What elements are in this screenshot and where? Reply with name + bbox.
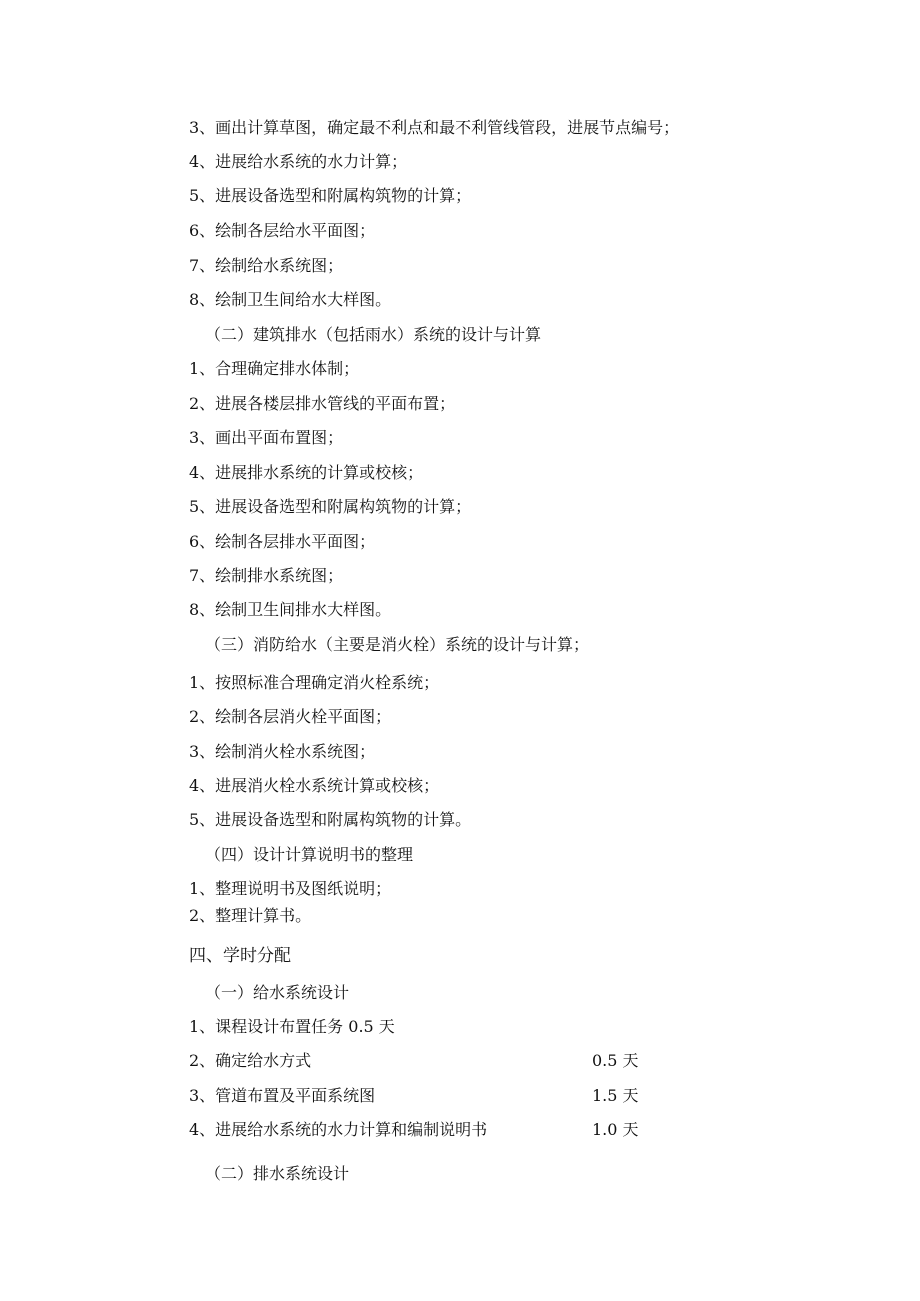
drainage-step-2: 2、进展各楼层排水管线的平面布置； bbox=[189, 394, 456, 413]
water-supply-step-8: 8、绘制卫生间给水大样图。 bbox=[189, 290, 392, 309]
manual-section-title: （四）设计计算说明书的整理 bbox=[205, 845, 414, 864]
fire-section-title: （三）消防给水（主要是消火栓）系统的设计与计算； bbox=[205, 635, 590, 654]
water-supply-step-6: 6、绘制各层给水平面图； bbox=[189, 221, 376, 240]
schedule-days-2: 0.5 天 bbox=[592, 1051, 639, 1070]
schedule-task-4: 4、进展给水系统的水力计算和编制说明书 bbox=[189, 1120, 488, 1139]
schedule-days-3: 1.5 天 bbox=[592, 1086, 639, 1105]
drainage-step-7: 7、绘制排水系统图； bbox=[189, 566, 344, 585]
schedule-task-2: 2、确定给水方式 bbox=[189, 1051, 312, 1070]
drainage-step-6: 6、绘制各层排水平面图； bbox=[189, 532, 376, 551]
fire-step-1: 1、按照标准合理确定消火栓系统； bbox=[189, 673, 440, 692]
supply-design-title: （一）给水系统设计 bbox=[205, 983, 350, 1002]
water-supply-step-4: 4、进展给水系统的水力计算； bbox=[189, 152, 408, 171]
section-four-heading: 四、学时分配 bbox=[189, 946, 291, 966]
water-supply-step-5: 5、进展设备选型和附属构筑物的计算； bbox=[189, 186, 472, 205]
fire-step-4: 4、进展消火栓水系统计算或校核； bbox=[189, 776, 440, 795]
drainage-step-8: 8、绘制卫生间排水大样图。 bbox=[189, 600, 392, 619]
water-supply-step-7: 7、绘制给水系统图； bbox=[189, 256, 344, 275]
manual-step-2: 2、整理计算书。 bbox=[189, 906, 312, 925]
schedule-days-4: 1.0 天 bbox=[592, 1120, 639, 1139]
manual-step-1: 1、整理说明书及图纸说明； bbox=[189, 879, 392, 898]
schedule-task-3: 3、管道布置及平面系统图 bbox=[189, 1086, 376, 1105]
drainage-section-title: （二）建筑排水（包括雨水）系统的设计与计算 bbox=[205, 325, 542, 344]
schedule-task-1: 1、课程设计布置任务 0.5 天 bbox=[189, 1017, 395, 1036]
drainage-design-title: （二）排水系统设计 bbox=[205, 1164, 350, 1183]
fire-step-2: 2、绘制各层消火栓平面图； bbox=[189, 707, 392, 726]
drainage-step-3: 3、画出平面布置图； bbox=[189, 428, 344, 447]
water-supply-step-3: 3、画出计算草图，确定最不利点和最不利管线管段，进展节点编号； bbox=[189, 118, 680, 137]
drainage-step-1: 1、合理确定排水体制； bbox=[189, 359, 360, 378]
fire-step-5: 5、进展设备选型和附属构筑物的计算。 bbox=[189, 810, 472, 829]
drainage-step-4: 4、进展排水系统的计算或校核； bbox=[189, 463, 424, 482]
drainage-step-5: 5、进展设备选型和附属构筑物的计算； bbox=[189, 497, 472, 516]
fire-step-3: 3、绘制消火栓水系统图； bbox=[189, 742, 376, 761]
